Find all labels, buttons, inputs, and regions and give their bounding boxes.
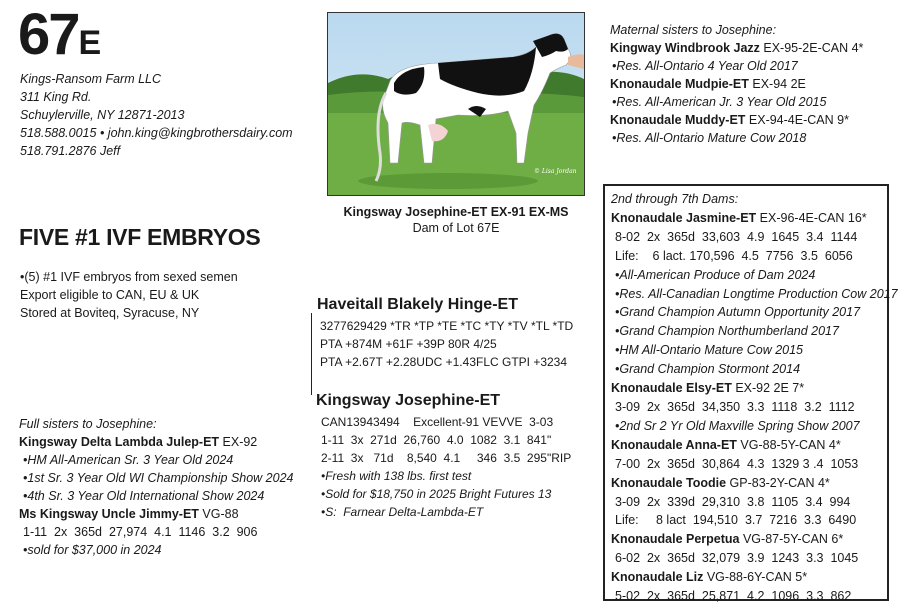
cow-note: •4th Sr. 3 Year Old International Show 2024 [23, 489, 265, 503]
lot-number-suffix: E [78, 24, 102, 62]
cow-classification: VG-87-5Y-CAN 6* [739, 532, 844, 547]
cow-note: •Res. All-Canadian Longtime Production Cow 2017 [615, 286, 898, 301]
cow-name: Knonaudale Perpetua [611, 532, 740, 547]
dam-title [611, 436, 898, 455]
cow-name: Knonaudale Jasmine-ET [611, 210, 757, 225]
consignor-farm: Kings-Ransom Farm LLC [20, 72, 162, 86]
dams-heading: 2nd through 7th Dams: [611, 192, 739, 206]
consignor-phone-email: 518.588.0015 • john.king@kingbrothersdairy.com [20, 126, 293, 140]
consignor-city: Schuylerville, NY 12871-2013 [20, 108, 185, 122]
cow-name: Knonaudale Mudpie-ET [610, 77, 749, 91]
dam-record: CAN13943494 Excellent-91 VEVVE 3-03 [321, 415, 554, 429]
cow-classification: VG-88-5Y-CAN 4* [736, 437, 841, 452]
cow-classification: GP-83-2Y-CAN 4* [726, 475, 830, 490]
sire-line: PTA +874M +61F +39P 80R 4/25 [320, 337, 497, 351]
cow-record: 7-00 2x 365d 30,864 4.3 1329 3 .4 1053 [615, 456, 859, 471]
cow-record: 6-02 2x 365d 32,079 3.9 1243 3.3 1045 [615, 551, 859, 566]
offering-line: Export eligible to CAN, EU & UK [20, 288, 200, 302]
cow-classification: EX-92 [219, 435, 258, 449]
cow-classification: EX-96-4E-CAN 16* [756, 210, 867, 225]
dam-title [611, 209, 898, 228]
dam-note: •Sold for $18,750 in 2025 Bright Futures 13 [321, 487, 552, 501]
cow-name: Knonaudale Anna-ET [611, 437, 737, 452]
cow-name: Knonaudale Elsy-ET [611, 381, 732, 396]
cow-name: Ms Kingsway Uncle Jimmy-ET [19, 507, 199, 521]
maternal-sister-title [610, 75, 863, 93]
dam-title [611, 568, 898, 587]
lot-number-digits: 67 [18, 2, 79, 67]
consignor-contact [20, 70, 293, 160]
dams-block [611, 190, 898, 606]
cow-classification: VG-88 [198, 507, 239, 521]
cow-name: Kingsway Delta Lambda Julep-ET [19, 435, 220, 449]
cow-classification: VG-88-6Y-CAN 5* [703, 570, 808, 585]
cow-record: 5-02 2x 365d 25,871 4.2 1096 3.3 862 [615, 589, 852, 604]
dam-record: 2-11 3x 71d 8,540 4.1 346 3.5 295"RIP [321, 451, 572, 465]
cow-classification: EX-92 2E 7* [731, 381, 805, 396]
cow-note: •Grand Champion Stormont 2014 [615, 362, 801, 377]
cow-note: •Res. All-Ontario 4 Year Old 2017 [612, 59, 798, 73]
cow-name: Kingway Windbrook Jazz [610, 41, 760, 55]
cow-name: Knonaudale Liz [611, 570, 704, 585]
photo-caption [300, 204, 612, 236]
cow-record: 3-09 2x 339d 29,310 3.8 1105 3.4 994 [615, 494, 851, 509]
lot-number [18, 4, 101, 74]
dam-record: 1-11 3x 271d 26,760 4.0 1082 3.1 841" [321, 433, 552, 447]
cow-record: 8-02 2x 365d 33,603 4.9 1645 3.4 1144 [615, 229, 858, 244]
cow-record: Life: 8 lact 194,510 3.7 7216 3.3 6490 [615, 513, 857, 528]
offering-headline: FIVE #1 IVF EMBRYOS [19, 224, 261, 250]
dam-title [611, 474, 898, 493]
maternal-sisters-heading: Maternal sisters to Josephine: [610, 23, 777, 37]
cow-record: 1-11 2x 365d 27,974 4.1 1146 3.2 906 [23, 525, 258, 539]
cow-note: •Grand Champion Northumberland 2017 [615, 324, 839, 339]
cow-note: •All-American Produce of Dam 2024 [615, 267, 816, 282]
full-sister-title [19, 505, 294, 523]
offering-line: Stored at Boviteq, Syracuse, NY [20, 306, 200, 320]
cow-record: Life: 6 lact. 170,596 4.5 7756 3.5 6056 [615, 248, 853, 263]
pedigree-bracket [311, 313, 312, 395]
consignor-address: 311 King Rd. [20, 90, 92, 104]
dam-name: Kingsway Josephine-ET [316, 392, 501, 409]
dam-block [316, 392, 571, 521]
cow-photo-illustration [328, 13, 584, 195]
cow-classification: EX-95-2E-CAN 4* [759, 41, 864, 55]
dam-title [611, 379, 898, 398]
caption-name: Kingsway Josephine-ET EX-91 EX-MS [343, 205, 569, 219]
cow-note: •2nd Sr 2 Yr Old Maxville Spring Show 2007 [615, 418, 860, 433]
cow-classification: EX-94 2E [748, 77, 806, 91]
sire-line: PTA +2.67T +2.28UDC +1.43FLC GTPI +3234 [320, 355, 568, 369]
cow-name: Knonaudale Muddy-ET [610, 113, 746, 127]
cow-record: 3-09 2x 365d 34,350 3.3 1118 3.2 1112 [615, 399, 855, 414]
sire-line: 3277629429 *TR *TP *TE *TC *TY *TV *TL *TD [320, 319, 574, 333]
dam-note: •Fresh with 138 lbs. first test [321, 469, 472, 483]
cow-note: •Res. All-Ontario Mature Cow 2018 [612, 131, 807, 145]
maternal-sister-title [610, 111, 863, 129]
maternal-sister-title [610, 39, 863, 57]
cow-classification: EX-94-4E-CAN 9* [745, 113, 849, 127]
maternal-sisters-block [610, 21, 863, 147]
caption-sub: Dam of Lot 67E [412, 221, 500, 235]
cow-note: •Grand Champion Autumn Opportunity 2017 [615, 305, 861, 320]
sire-block [315, 296, 573, 371]
sire-name: Haveitall Blakely Hinge-ET [317, 296, 518, 313]
dam-title [611, 530, 898, 549]
cow-note: •HM All-Ontario Mature Cow 2015 [615, 343, 804, 358]
full-sisters-heading: Full sisters to Josephine: [19, 417, 157, 431]
full-sister-title [19, 433, 294, 451]
offering-details [20, 268, 238, 322]
cow-note: •1st Sr. 3 Year Old WI Championship Show 2024 [23, 471, 294, 485]
offering-line: •(5) #1 IVF embryos from sexed semen [20, 270, 238, 284]
full-sisters-block [19, 415, 294, 559]
consignor-phone-2: 518.791.2876 Jeff [20, 144, 121, 158]
cow-note: •Res. All-American Jr. 3 Year Old 2015 [612, 95, 827, 109]
cow-note: •HM All-American Sr. 3 Year Old 2024 [23, 453, 234, 467]
cow-name: Knonaudale Toodie [611, 475, 727, 490]
dam-note: •S: Farnear Delta-Lambda-ET [321, 505, 484, 519]
dam-photo [327, 12, 585, 196]
cow-note: •sold for $37,000 in 2024 [23, 543, 162, 557]
photo-credit: © Lisa Jordan [534, 168, 577, 175]
